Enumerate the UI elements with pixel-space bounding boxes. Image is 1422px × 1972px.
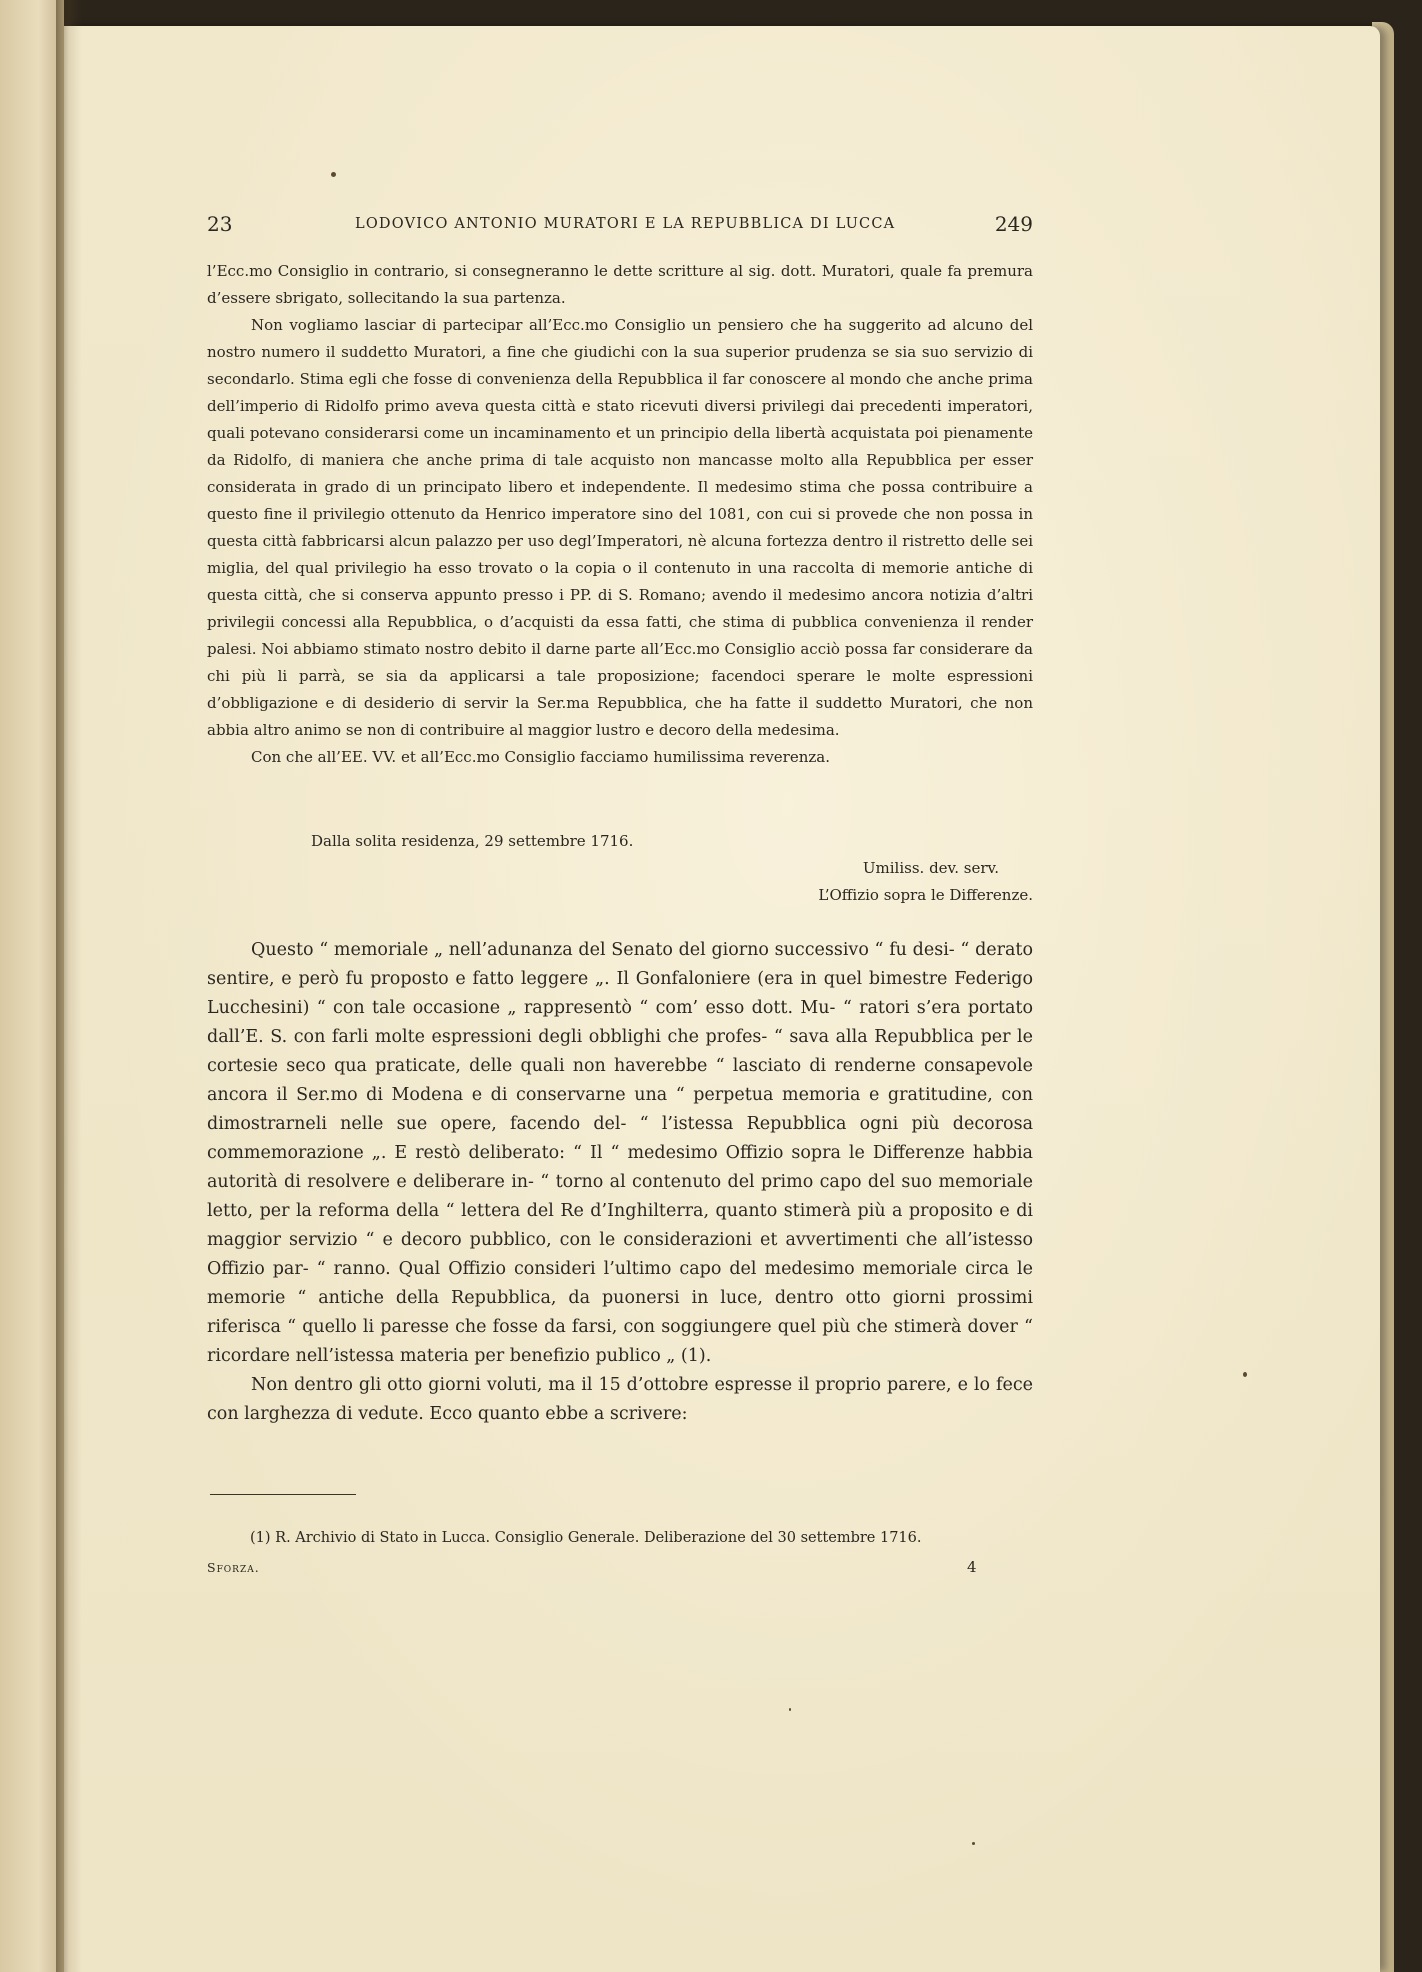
letter-paragraph: Non vogliamo lasciar di partecipar all’Ecc.mo Consiglio un pensiero che ha suggerito ad alcuno del nostro numero il suddetto Muratori, a fine che giudichi con la sua superior prudenza se sia suo servizio di secondarlo. Stima egli che fosse di convenienza della Repubblica il far conoscere al mondo che anche prima dell’imperio di Ridolfo primo aveva questa città e stato ricevuti diversi privilegi dai precedenti imperatori, quali potevano considerarsi come un incaminamento et un principio della libertà acquistata poi pienamente da Ridolfo, di maniera che anche prima di tale acquisto non mancasse molto alla Repubblica per esser considerata in grado di un principato libero et independente. Il medesimo stima che possa contribuire a questo fine il privilegio ottenuto da Henrico imperatore sino del 1081, con cui si provede che non possa in questa città fabbricarsi alcun palazzo per uso degl’Imperatori, nè alcuna fortezza dentro il ristretto delle sei miglia, del qual privilegio ha esso trovato o la copia o il contenuto in una raccolta di memorie antiche di questa città, che si conserva appunto presso i PP. di S. Romano; avendo il medesimo ancora notizia d’altri privilegii concessi alla Repubblica, o d’acquisti da essa fatti, che stima di pubblica convenienza il render palesi. Noi abbiamo stimato nostro debito il darne parte all’Ecc.mo Consiglio acciò possa far considerare da chi più li parrà, se sia da applicarsi a tale proposizione; facendoci sperare le molte espressioni d’obbligazione e di desiderio di servir la Ser.ma Repubblica, che ha fatte il suddetto Muratori, che non abbia altro animo se non di contribuire al maggior lustro e decoro della medesima. (207, 316, 1033, 739)
letter-paragraph: l’Ecc.mo Consiglio in contrario, si consegneranno le dette scritture al sig. dott. Muratori, quale fa premura d’essere sbrigato, sollecitando la sua partenza. (207, 262, 1033, 307)
letter-paragraph: Con che all’EE. VV. et all’Ecc.mo Consiglio facciamo humilissima reverenza. (251, 748, 830, 766)
gutter-shadow (56, 0, 82, 1972)
paper-speck (331, 172, 336, 177)
running-head (207, 212, 1033, 242)
signatory: L’Offizio sopra le Differenze. (818, 886, 1033, 904)
signature-number: 23 (207, 212, 233, 236)
running-title: LODOVICO ANTONIO MURATORI E LA REPUBBLICA DI LUCCA (355, 216, 896, 232)
printer-signature (207, 1560, 1033, 1582)
signature-author: Sforza. (207, 1560, 260, 1575)
footnote-rule (210, 1494, 356, 1495)
previous-page-edge (0, 0, 64, 1972)
narrative-paragraph: Non dentro gli otto giorni voluti, ma il 15 d’ottobre espresse il proprio parere, e lo fece con larghezza di vedute. Ecco quanto ebbe a scrivere: (207, 1375, 1033, 1424)
letter-text (207, 258, 1033, 771)
closing-formula: Umiliss. dev. serv. (862, 859, 999, 877)
letter-closing (207, 828, 1033, 909)
narrative-paragraph: Questo “ memoriale „ nell’adunanza del Senato del giorno successivo “ fu desi- “ derato sentire, e però fu proposto e fatto leggere „. Il Gonfaloniere (era in quel bimestre Federigo Lucchesini) “ con tale occasione „ rappresentò “ com’ esso dott. Mu- “ ratori s’era portato dall’E. S. con farli molte espressioni degli obblighi che profes- “ sava alla Repubblica per le cortesie seco qua praticate, delle quali non haverebbe “ lasciato di renderne consapevole ancora il Ser.mo di Modena e di conservarne una “ perpetua memoria e gratitudine, con dimostrarneli nelle sue opere, facendo del- “ l’istessa Repubblica ogni più decorosa commemorazione „. E restò deliberato: “ Il “ medesimo Offizio sopra le Differenze habbia autorità di resolvere e deliberare in- “ torno al contenuto del primo capo del suo memoriale letto, per la reforma della “ lettera del Re d’Inghilterra, quanto stimerà più a proposito e di maggior servizio “ e decoro pubblico, con le considerazioni et avvertimenti che all’istesso Offizio par- “ ranno. Qual Offizio consideri l’ultimo capo del medesimo memoriale circa le memorie “ antiche della Repubblica, da puonersi in luce, dentro otto giorni prossimi riferisca “ quello li paresse che fosse da farsi, con soggiungere quel più che stimerà dover “ ricordare nell’istessa materia per benefizio publico „ (1). (207, 940, 1033, 1366)
paper-speck (1243, 1372, 1247, 1377)
paper-speck (972, 1842, 975, 1845)
signature-gathering-number: 4 (967, 1558, 977, 1576)
footnote: (1) R. Archivio di Stato in Lucca. Consiglio Generale. Deliberazione del 30 settembre 1716. (250, 1530, 922, 1546)
narrative-text (207, 936, 1033, 1429)
page-number: 249 (994, 212, 1033, 236)
paper-speck (789, 1708, 791, 1711)
date-line: Dalla solita residenza, 29 settembre 1716. (311, 832, 634, 850)
signature-block (207, 855, 1033, 909)
